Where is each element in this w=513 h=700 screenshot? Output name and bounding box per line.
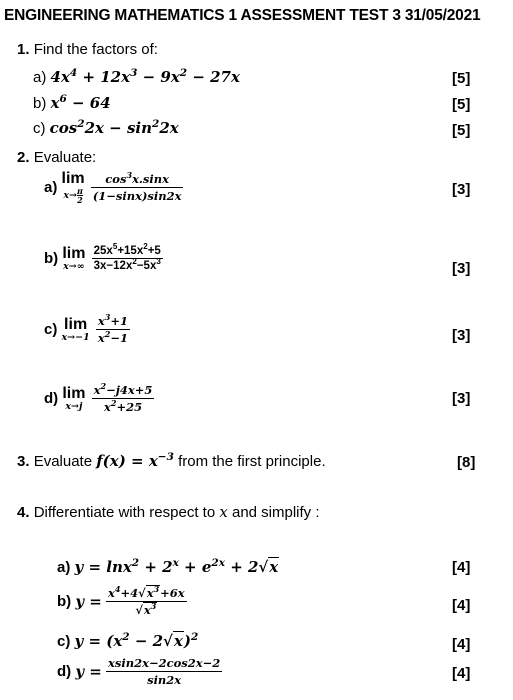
q2b	[44, 242, 163, 272]
test-header: ENGINEERING MATHEMATICS 1 ASSESSMENT TEST 3 31/05/2021	[4, 7, 481, 24]
q4d-mark: [4]	[452, 665, 471, 682]
q1a-mark: [5]	[452, 70, 471, 87]
q2a-mark: [3]	[452, 181, 471, 198]
q4-text-after: and simplify :	[231, 504, 320, 521]
q3-number: 3.	[17, 453, 30, 470]
q2b-mark: [3]	[452, 260, 471, 277]
q4c-label: c)	[57, 633, 71, 650]
q4-number: 4.	[17, 504, 30, 521]
q4b-lhs: y =	[75, 592, 102, 611]
q1-heading	[17, 41, 158, 58]
q2d	[44, 383, 154, 414]
q1c-mark: [5]	[452, 122, 471, 139]
q2a	[44, 171, 183, 204]
q2-number: 2.	[17, 149, 30, 166]
q4a-expression: $y = \ln x^2 + 2^x + e^{2x} + 2√x$	[74, 557, 279, 576]
q4b-fraction: $\frac{x^4+4√x^3+6x}{√x^3}$	[108, 584, 185, 617]
lim-word: lim	[62, 244, 86, 262]
q1-prompt: Find the factors of:	[33, 41, 158, 58]
q2d-label: d)	[44, 390, 59, 407]
q1a-expression: $4x^4 + 12x^3 - 9x^2 - 27x$	[50, 67, 240, 86]
lim-word: lim	[62, 384, 86, 402]
q1c-label: c)	[33, 120, 46, 137]
q4d-fraction: $\frac{xsin2x-2\cos 2x-2}{\sin 2x}$	[108, 656, 221, 687]
q2d-mark: [3]	[452, 390, 471, 407]
q1b-label: b)	[33, 95, 47, 112]
q2b-label: b)	[44, 250, 59, 267]
lim-word: lim	[64, 315, 88, 333]
q3-expression: $f(x) = x^{-3}$	[96, 451, 174, 470]
q4d	[57, 656, 222, 687]
q3	[17, 452, 326, 470]
q2b-fraction: $\frac{25x^5+15x^2+5}{3x-12x^2-5x^3}$	[93, 242, 161, 272]
q2-heading	[17, 149, 96, 166]
q3-text-before: Evaluate	[33, 453, 93, 470]
q2c	[44, 314, 130, 345]
q1-number: 1.	[17, 41, 30, 58]
q2a-label: a)	[44, 179, 58, 196]
q1b-expression: $x^6 - 64$	[50, 93, 111, 112]
q4-variable: x	[219, 503, 228, 521]
q1a	[33, 68, 240, 86]
q2c-mark: [3]	[452, 327, 471, 344]
q1b-mark: [5]	[452, 96, 471, 113]
q4b	[57, 586, 187, 617]
q4c	[57, 632, 198, 650]
q2-prompt: Evaluate:	[33, 149, 97, 166]
q4a-mark: [4]	[452, 559, 471, 576]
q4-text-before: Differentiate with respect to	[33, 504, 216, 521]
q4c-mark: [4]	[452, 636, 471, 653]
q2c-limit: lim x→−1	[61, 315, 90, 343]
q2a-fraction: $\frac{\cos^3x.\sin x}{(1-\sin x)\sin 2x}$	[92, 170, 182, 203]
q1b	[33, 94, 111, 112]
q4d-label: d)	[57, 663, 72, 680]
q1c	[33, 119, 179, 137]
q1a-label: a)	[33, 69, 47, 86]
q1c-expression: $\cos^22x - \sin^22x$	[49, 118, 179, 137]
q4-heading	[17, 503, 320, 521]
q2b-limit: lim x→∞	[62, 244, 86, 272]
q4d-lhs: y =	[75, 662, 102, 681]
q2c-fraction: $\frac{x^3+1}{x^2-1}$	[97, 312, 128, 345]
q4b-label: b)	[57, 593, 72, 610]
q4a	[57, 558, 279, 576]
q2c-label: c)	[44, 321, 58, 338]
q3-text-after: from the first principle.	[178, 453, 326, 470]
q4b-mark: [4]	[452, 597, 471, 614]
q2d-limit: lim x→j	[62, 384, 86, 412]
q2d-fraction: $\frac{x^2-j4x+5}{x^2+25}$	[93, 381, 153, 414]
q2a-limit: lim x→ $\frac{\pi}{2}$	[61, 170, 85, 205]
q3-mark: [8]	[457, 454, 476, 471]
lim-word: lim	[61, 170, 85, 187]
q4c-expression: $y = (x^2 - 2√x)^2$	[74, 631, 199, 650]
q4a-label: a)	[57, 559, 71, 576]
